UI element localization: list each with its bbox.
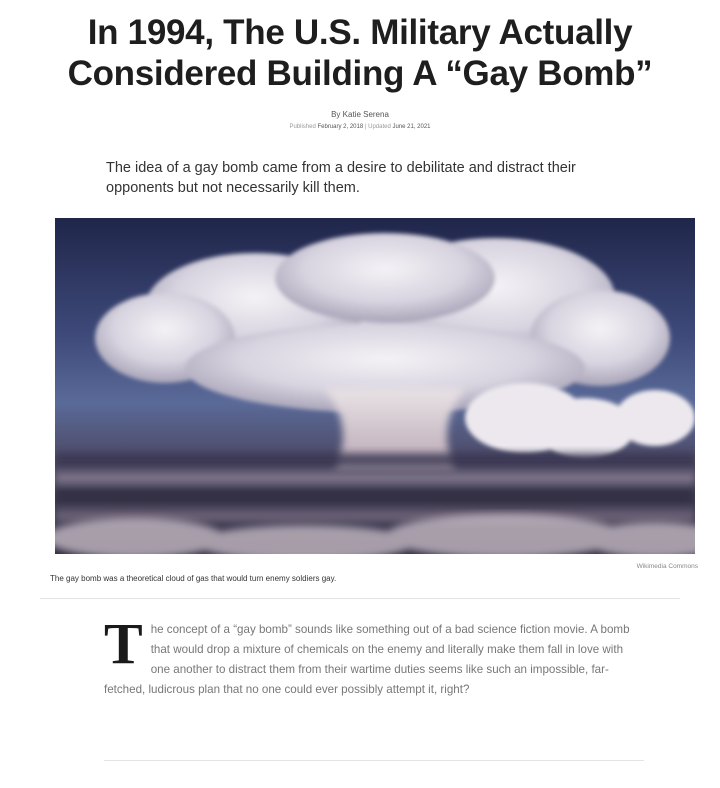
- image-credit: Wikimedia Commons: [636, 563, 698, 570]
- body-paragraph: he concept of a “gay bomb” sounds like something out of a bad science fiction movie. A bomb that would drop a mixture of chemicals on the enemy and literally make them fall in love with one another to distract them from their wartime duties seems like such an impossible, far-fetched, ludicrous plan that no one could ever possibly attempt it, right?: [104, 623, 630, 696]
- updated-label: Updated: [368, 124, 391, 130]
- published-date: February 2, 2018: [317, 124, 364, 130]
- hero-image: [55, 218, 695, 554]
- drop-cap: T: [104, 611, 143, 676]
- published-label: Published: [289, 124, 316, 130]
- byline: [0, 110, 720, 119]
- section-divider: [40, 598, 680, 599]
- mushroom-cloud-photo: [55, 218, 695, 554]
- updated-date: June 21, 2021: [392, 124, 431, 130]
- article-body: [104, 611, 644, 700]
- author-name[interactable]: By Katie Serena: [331, 110, 389, 119]
- date-separator: |: [364, 124, 367, 130]
- article-title: In 1994, The U.S. Military Actually Considered Building A “Gay Bomb”: [67, 13, 653, 93]
- image-caption: The gay bomb was a theoretical cloud of gas that would turn enemy soldiers gay.: [50, 574, 337, 583]
- publish-dates: [0, 124, 720, 130]
- article-dek: The idea of a gay bomb came from a desire to debilitate and distract their opponents but not necessarily kill them.: [106, 160, 576, 196]
- body-end-divider: [104, 760, 644, 761]
